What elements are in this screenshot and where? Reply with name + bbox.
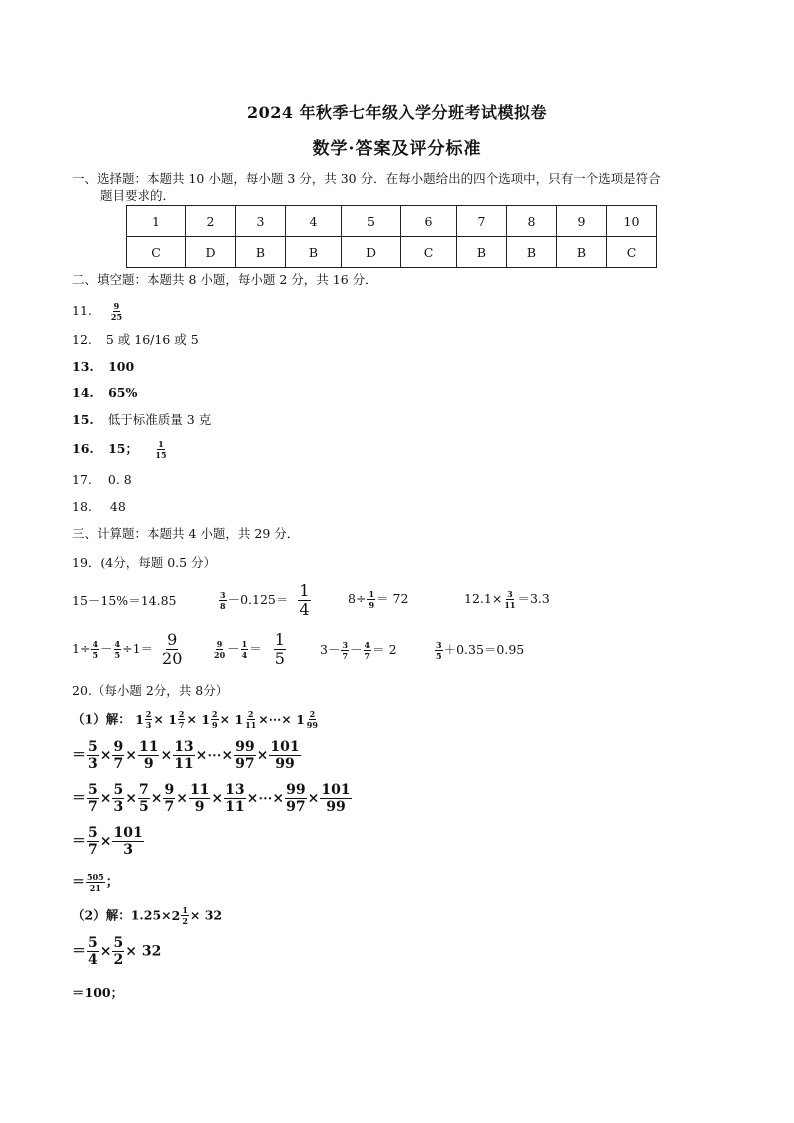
mixed-number (172, 906, 190, 925)
denominator: 3 (123, 842, 133, 858)
whole: 1 (201, 711, 211, 727)
denominator: 5 (436, 651, 442, 661)
denominator: 9 (143, 756, 154, 772)
q20-part2-problem (72, 906, 222, 925)
operator: ＝ (72, 875, 86, 890)
question-number: 12. (72, 332, 92, 347)
operator: × (99, 747, 112, 764)
table-cell: D (186, 237, 236, 268)
numerator: 5 (88, 935, 98, 951)
table-cell: 3 (236, 206, 286, 237)
table-cell: D (342, 237, 401, 268)
table-cell: B (457, 237, 507, 268)
numerator: 3 (220, 590, 226, 600)
section1-instructions-line1: 一、选择题：本题共 10 小题，每小题 3 分，共 30 分．在每小题给出的四个选项中，只有一个选项是符合 (72, 171, 661, 186)
question-number: 13. (72, 359, 94, 374)
numerator: 101 (321, 782, 351, 798)
operator: × (186, 711, 197, 727)
numerator: 4 (92, 639, 99, 649)
operator: × (219, 711, 231, 727)
expression-text: 12.1× (464, 591, 503, 606)
denominator: 7 (88, 842, 98, 858)
expression-text: 1÷ (72, 641, 91, 656)
section1-instructions-line2: 题目要求的． (100, 188, 176, 203)
denominator: 25 (110, 312, 123, 322)
numerator: 99 (235, 739, 255, 755)
denominator: 99 (326, 799, 346, 815)
operator: ＝ (72, 943, 86, 960)
denominator: 5 (92, 650, 99, 660)
numerator: 1 (241, 639, 248, 649)
numerator: 1 (182, 905, 188, 915)
table-cell: C (127, 237, 186, 268)
denominator: 20 (162, 649, 183, 668)
section2-heading: 二、填空题：本题共 8 小题，每小题 2 分，共 16 分． (72, 272, 378, 287)
mixed-number (296, 710, 320, 729)
denominator: 15 (155, 450, 167, 460)
q20-part1-problem (72, 710, 320, 729)
operator: ×⋯× (258, 711, 292, 727)
numerator: 3 (342, 640, 349, 650)
answer-text: 65% (108, 385, 138, 400)
numerator: 101 (270, 739, 300, 755)
fraction (154, 440, 167, 459)
numerator: 9 (113, 301, 120, 311)
expression-text: × 32 (189, 907, 223, 923)
table-cell: 9 (557, 206, 607, 237)
denominator: 5 (114, 650, 121, 660)
operator: × (99, 790, 112, 807)
answer-13 (72, 358, 134, 376)
numerator: 2 (178, 709, 185, 719)
whole: 1 (296, 711, 305, 727)
operator: × (125, 790, 137, 807)
denominator: 99 (275, 756, 295, 772)
operator: × (150, 790, 163, 807)
denominator: 3 (113, 799, 124, 815)
denominator: 3 (145, 720, 152, 730)
q20-part1-result (72, 871, 119, 892)
answer-table-header-row (127, 206, 657, 237)
part-label: （2）解： (72, 907, 131, 923)
q19-item-5 (72, 632, 184, 667)
numerator: 2 (145, 709, 152, 719)
numerator: 7 (138, 782, 149, 798)
expression-text: ＝ (249, 641, 262, 656)
numerator: 5 (88, 825, 98, 841)
denominator: 3 (88, 756, 98, 772)
denominator: 11 (174, 756, 194, 772)
denominator: 97 (235, 756, 255, 772)
operator: × (176, 790, 188, 807)
numerator: 4 (364, 640, 371, 650)
table-cell: B (557, 237, 607, 268)
denominator: 4 (299, 600, 310, 619)
denominator: 97 (286, 799, 306, 815)
operator: ×⋯× (246, 790, 285, 807)
section3-heading: 三、计算题：本题共 4 小题，共 29 分． (72, 526, 300, 541)
answer-text: 100 (108, 359, 135, 374)
denominator: 9 (368, 600, 375, 610)
numerator: 2 (212, 709, 218, 719)
denominator: 7 (342, 651, 349, 661)
q20-part1-step3 (72, 826, 145, 857)
expression-text: － (100, 641, 113, 656)
answer-18 (72, 498, 126, 516)
question-number: 15. (72, 412, 94, 427)
numerator: 9 (167, 630, 178, 649)
numerator: 5 (88, 739, 98, 755)
q19-item-1: 15－15%＝14.85 (72, 593, 177, 608)
denominator: 99 (306, 720, 318, 730)
table-cell: B (286, 237, 342, 268)
answer-table (126, 205, 657, 268)
denominator: 7 (164, 799, 175, 815)
expression-text: ＝3.3 (517, 591, 550, 606)
table-cell: 7 (457, 206, 507, 237)
answer-text: 5 或 16/16 或 5 (105, 332, 199, 347)
denominator: 7 (88, 799, 98, 815)
mixed-number (234, 710, 258, 729)
question-number: 14. (72, 385, 94, 400)
numerator: 9 (113, 739, 124, 755)
q19-item-7 (320, 641, 397, 660)
denominator: 7 (364, 651, 371, 661)
table-cell: B (507, 237, 557, 268)
table-cell: 8 (507, 206, 557, 237)
numerator: 13 (225, 782, 245, 798)
expression-text: ÷1＝ (122, 641, 154, 656)
q19-item-3 (348, 590, 408, 609)
operator: × (99, 833, 112, 850)
numerator: 11 (138, 739, 159, 755)
whole: 1 (234, 711, 244, 727)
denominator: 9 (212, 720, 218, 730)
table-cell: 10 (607, 206, 657, 237)
table-cell: 4 (286, 206, 342, 237)
denominator: 4 (241, 650, 248, 660)
whole: 1 (135, 711, 144, 727)
page-subtitle: 数学·答案及评分标准 (312, 139, 482, 159)
denominator: 2 (113, 952, 124, 968)
question-number: 16. (72, 441, 94, 456)
fraction (110, 302, 123, 321)
mixed-number (135, 710, 153, 729)
operator: ×⋯× (195, 747, 234, 764)
numerator: 5 (88, 782, 98, 798)
numerator: 3 (507, 589, 513, 599)
denominator: 2 (182, 916, 188, 926)
denominator: 7 (178, 720, 185, 730)
numerator: 11 (189, 782, 210, 798)
part-label: （1）解： (72, 711, 131, 727)
numerator: 2 (247, 709, 254, 719)
q19-item-6 (212, 632, 287, 667)
answer-12 (72, 331, 199, 349)
table-cell: 6 (401, 206, 457, 237)
operator: × (256, 747, 269, 764)
operator: ＝ (72, 790, 86, 807)
operator: × (153, 711, 164, 727)
numerator: 2 (309, 709, 316, 719)
answer-16 (72, 440, 169, 459)
operator: ＝ (72, 747, 86, 764)
table-cell: C (401, 237, 457, 268)
numerator: 5 (113, 935, 124, 951)
numerator: 1 (368, 589, 375, 599)
mixed-number (201, 710, 219, 729)
table-cell: 2 (186, 206, 236, 237)
whole: 1 (168, 711, 177, 727)
q19-item-2 (218, 583, 312, 618)
denominator: 9 (194, 799, 205, 815)
numerator: 9 (164, 782, 175, 798)
expression-text: × 32 (125, 943, 162, 960)
answer-text: 48 (109, 499, 126, 514)
numerator: 9 (216, 639, 223, 649)
operator: ＝ (72, 833, 86, 850)
denominator: 5 (274, 649, 285, 668)
answer-text: 低于标准质量 3 克 (107, 412, 212, 427)
expression-text: ； (105, 875, 119, 890)
answer-15 (72, 411, 211, 429)
expression-text: ＋0.35＝0.95 (443, 642, 525, 657)
operator: × (99, 943, 112, 960)
question-number: 18. (72, 499, 92, 514)
table-cell: C (607, 237, 657, 268)
operator: × (307, 790, 320, 807)
operator: × (160, 747, 173, 764)
denominator: 5 (138, 799, 149, 815)
expression-text: ＝ 72 (376, 591, 409, 606)
denominator: 4 (88, 952, 98, 968)
denominator: 8 (220, 601, 226, 611)
numerator: 99 (286, 782, 306, 798)
expression-text: ＝ 2 (372, 642, 397, 657)
q19-item-4 (464, 590, 550, 609)
expression-text: －0.125＝ (227, 592, 289, 607)
expression-text: － (227, 641, 240, 656)
q20-part1-step1 (72, 740, 302, 771)
q19-heading: 19．(4分，每题 0.5 分） (72, 555, 217, 570)
denominator: 20 (214, 650, 226, 660)
numerator: 1 (299, 581, 310, 600)
q20-part1-step2 (72, 783, 353, 814)
denominator: 11 (225, 799, 245, 815)
denominator: 7 (113, 756, 124, 772)
mixed-number (168, 710, 186, 729)
answer-17 (72, 471, 132, 489)
answer-text: 15； (108, 441, 139, 456)
numerator: 5 (113, 782, 124, 798)
operator: × (125, 747, 137, 764)
denominator: 11 (245, 720, 257, 730)
operator: × (211, 790, 224, 807)
table-cell: 1 (127, 206, 186, 237)
question-number: 17. (72, 472, 92, 487)
expression-text: 8÷ (348, 591, 367, 606)
numerator: 505 (87, 872, 104, 882)
denominator: 21 (89, 883, 101, 893)
table-cell: B (236, 237, 286, 268)
denominator: 11 (504, 600, 516, 610)
numerator: 13 (174, 739, 194, 755)
q20-heading: 20.（每小题 2分，共 8分） (72, 683, 229, 698)
whole: 2 (171, 907, 181, 923)
numerator: 101 (113, 825, 143, 841)
expression-text: 3－ (320, 642, 341, 657)
answer-11 (72, 302, 124, 321)
numerator: 1 (274, 630, 285, 649)
expression-text: － (350, 642, 363, 657)
q20-part2-step1 (72, 936, 161, 967)
answer-text: 0. 8 (107, 472, 132, 487)
page-title: 2024 年秋季七年级入学分班考试模拟卷 (246, 103, 548, 122)
q19-item-8 (434, 641, 524, 660)
question-number: 11. (72, 303, 92, 318)
numerator: 3 (436, 640, 442, 650)
q20-part2-result: ＝100； (72, 985, 124, 1000)
table-cell: 5 (342, 206, 401, 237)
numerator: 1 (158, 439, 164, 449)
answer-table-answer-row (127, 237, 657, 268)
numerator: 4 (114, 639, 121, 649)
expression-text: 1.25× (130, 907, 172, 923)
answer-14 (72, 384, 137, 402)
